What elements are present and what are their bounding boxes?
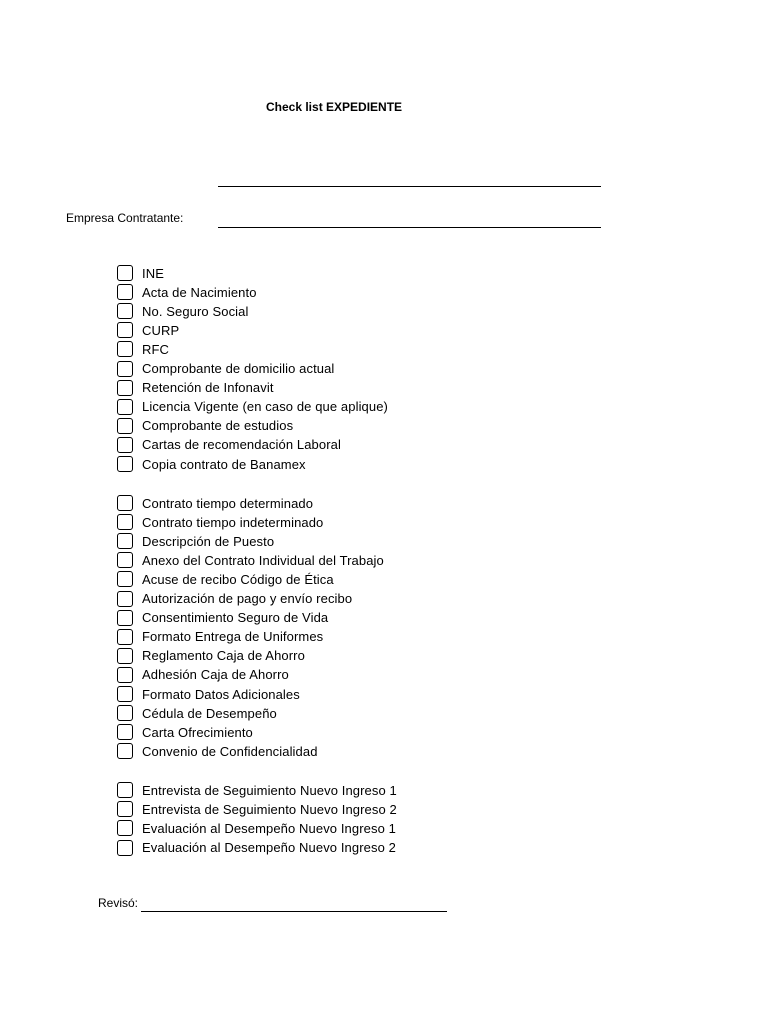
checkbox[interactable] (117, 514, 133, 530)
checklist-item[interactable] (117, 590, 352, 608)
checklist-item-label: Formato Entrega de Uniformes (142, 629, 324, 645)
checklist-item[interactable] (117, 800, 397, 818)
checklist-item-label: CURP (142, 322, 180, 338)
checklist-item[interactable] (117, 360, 334, 378)
checkbox[interactable] (117, 667, 133, 683)
checklist-item-label: Reglamento Caja de Ahorro (142, 648, 305, 664)
checklist-item[interactable] (117, 551, 384, 569)
checkbox[interactable] (117, 361, 133, 377)
checklist-item[interactable] (117, 455, 306, 473)
document-title: Check list EXPEDIENTE (266, 100, 403, 114)
checklist-item[interactable] (117, 513, 323, 531)
checklist-item-label: Carta Ofrecimiento (142, 724, 253, 740)
checkbox[interactable] (117, 782, 133, 798)
checklist-item[interactable] (117, 494, 313, 512)
checkbox[interactable] (117, 801, 133, 817)
checkbox[interactable] (117, 303, 133, 319)
checklist-item-label: Contrato tiempo indeterminado (142, 514, 324, 530)
checkbox[interactable] (117, 265, 133, 281)
checklist-item[interactable] (117, 570, 334, 588)
checkbox[interactable] (117, 629, 133, 645)
checklist-item[interactable] (117, 685, 300, 703)
checkbox[interactable] (117, 322, 133, 338)
checklist-item-label: INE (142, 265, 164, 281)
checklist-item-label: No. Seguro Social (142, 303, 249, 319)
checklist-item-label: Entrevista de Seguimiento Nuevo Ingreso 2 (142, 801, 397, 817)
checkbox[interactable] (117, 571, 133, 587)
checklist-item-label: Acuse de recibo Código de Ética (142, 571, 334, 587)
checklist-item-label: Consentimiento Seguro de Vida (142, 610, 329, 626)
checklist-item[interactable] (117, 302, 248, 320)
checklist-item[interactable] (117, 628, 323, 646)
company-field-line[interactable] (218, 227, 601, 228)
checklist-item-label: Entrevista de Seguimiento Nuevo Ingreso 1 (142, 782, 397, 798)
checklist-item-label: Descripción de Puesto (142, 533, 275, 549)
checklist-item-label: Evaluación al Desempeño Nuevo Ingreso 2 (142, 840, 396, 856)
checkbox[interactable] (117, 418, 133, 434)
checklist-item-label: Formato Datos Adicionales (142, 686, 300, 702)
checkbox[interactable] (117, 820, 133, 836)
checklist-item-label: Copia contrato de Banamex (142, 456, 306, 472)
checklist-item-label: Convenio de Confidencialidad (142, 743, 318, 759)
checklist-item-label: Acta de Nacimiento (142, 284, 257, 300)
checkbox[interactable] (117, 648, 133, 664)
checklist-item[interactable] (117, 264, 164, 282)
checklist-item[interactable] (117, 532, 274, 550)
checkbox[interactable] (117, 399, 133, 415)
checkbox[interactable] (117, 743, 133, 759)
checklist-item[interactable] (117, 379, 274, 397)
checklist-item[interactable] (117, 436, 341, 454)
checklist-item[interactable] (117, 839, 396, 857)
checklist-item-label: Comprobante de domicilio actual (142, 361, 335, 376)
checklist-item[interactable] (117, 742, 318, 760)
checkbox[interactable] (117, 341, 133, 357)
checklist-item-label: Autorización de pago y envío recibo (142, 591, 353, 606)
checklist-item-label: Adhesión Caja de Ahorro (142, 667, 289, 683)
checklist-item-label: Anexo del Contrato Individual del Trabajo (142, 552, 384, 568)
checklist-item[interactable] (117, 647, 305, 665)
checklist-item-label: RFC (142, 341, 170, 357)
checkbox[interactable] (117, 495, 133, 511)
checkbox[interactable] (117, 380, 133, 396)
checkbox[interactable] (117, 686, 133, 702)
checkbox[interactable] (117, 724, 133, 740)
checklist-item-label: Contrato tiempo determinado (142, 495, 314, 511)
checkbox[interactable] (117, 437, 133, 453)
checklist-item-label: Licencia Vigente (en caso de que aplique) (142, 399, 388, 415)
checklist-item-label: Cédula de Desempeño (142, 705, 277, 721)
checklist-item[interactable] (117, 417, 293, 435)
checkbox[interactable] (117, 284, 133, 300)
checklist-item[interactable] (117, 321, 179, 339)
checkbox[interactable] (117, 705, 133, 721)
checkbox[interactable] (117, 840, 133, 856)
top-blank-line[interactable] (218, 186, 601, 187)
checklist-item-label: Retención de Infonavit (142, 380, 274, 396)
checkbox[interactable] (117, 533, 133, 549)
checkbox[interactable] (117, 552, 133, 568)
company-label: Empresa Contratante: (66, 211, 184, 225)
checklist-item[interactable] (117, 283, 257, 301)
checklist-item[interactable] (117, 666, 289, 684)
checkbox[interactable] (117, 591, 133, 607)
checklist-item[interactable] (117, 398, 388, 416)
reviewed-signature-line[interactable] (141, 911, 447, 912)
checklist-item[interactable] (117, 781, 397, 799)
checklist-item[interactable] (117, 609, 328, 627)
checkbox[interactable] (117, 456, 133, 472)
checklist-item[interactable] (117, 819, 396, 837)
checklist-item-label: Comprobante de estudios (142, 418, 294, 434)
checklist-item-label: Evaluación al Desempeño Nuevo Ingreso 1 (142, 820, 396, 836)
reviewed-label: Revisó: (98, 896, 139, 910)
checklist-item-label: Cartas de recomendación Laboral (142, 437, 341, 453)
checklist-item[interactable] (117, 704, 277, 722)
checkbox[interactable] (117, 610, 133, 626)
checklist-item[interactable] (117, 340, 169, 358)
checklist-item[interactable] (117, 723, 253, 741)
